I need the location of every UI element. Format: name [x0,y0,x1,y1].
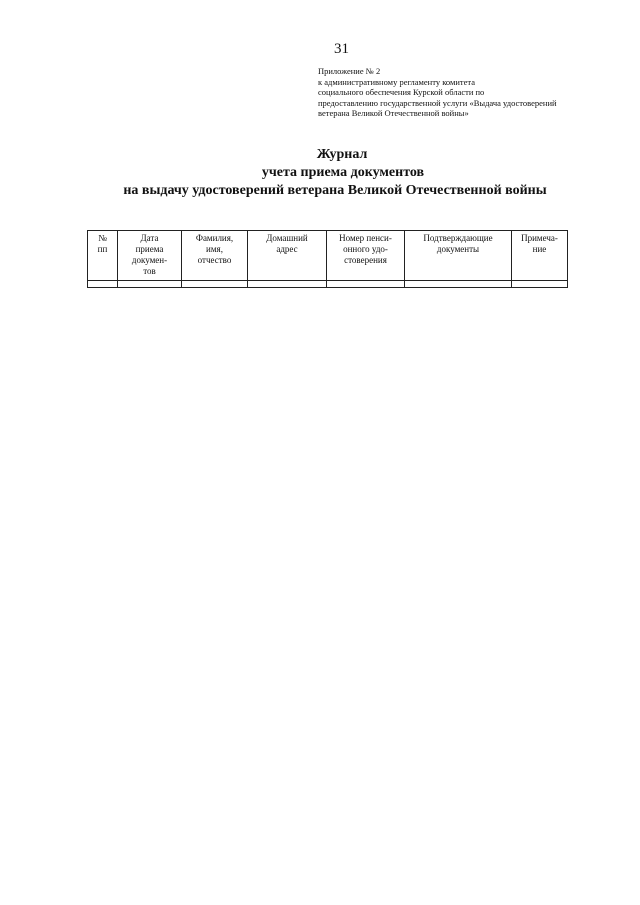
table-cell[interactable] [182,281,248,288]
column-header-address: Домашний адрес [248,231,327,281]
column-header-supporting-docs: Подтверждающие документы [405,231,512,281]
table-cell[interactable] [88,281,118,288]
table-cell[interactable] [327,281,405,288]
appendix-line: Приложение № 2 [318,66,381,76]
table-cell[interactable] [512,281,568,288]
document-title [0,146,640,200]
table-cell[interactable] [118,281,182,288]
appendix-line: социального обеспечения Курской области по [318,87,485,97]
table-row [88,281,568,288]
column-header-date: Дата приема докумен- тов [118,231,182,281]
column-header-notes: Примеча- ние [512,231,568,281]
column-header-pension-id: Номер пенси- онного удо- стоверения [327,231,405,281]
column-header-number: № пп [88,231,118,281]
appendix-line: ветерана Великой Отечественной войны» [318,108,469,118]
table-cell[interactable] [248,281,327,288]
appendix-note [318,66,618,119]
column-header-full-name: Фамилия, имя, отчество [182,231,248,281]
title-line: на выдачу удостоверений ветерана Великой Отечественной войны [123,183,547,198]
title-line: учета приема документов [261,165,425,180]
title-line: Журнал [316,147,368,162]
table-header-row [88,231,568,281]
table-cell[interactable] [405,281,512,288]
appendix-line: к административному регламенту комитета [318,76,476,87]
appendix-line: предоставлению государственной услуги «Выдача удостоверений [318,97,557,108]
journal-table [87,230,568,288]
page-number: 31 [334,41,349,57]
